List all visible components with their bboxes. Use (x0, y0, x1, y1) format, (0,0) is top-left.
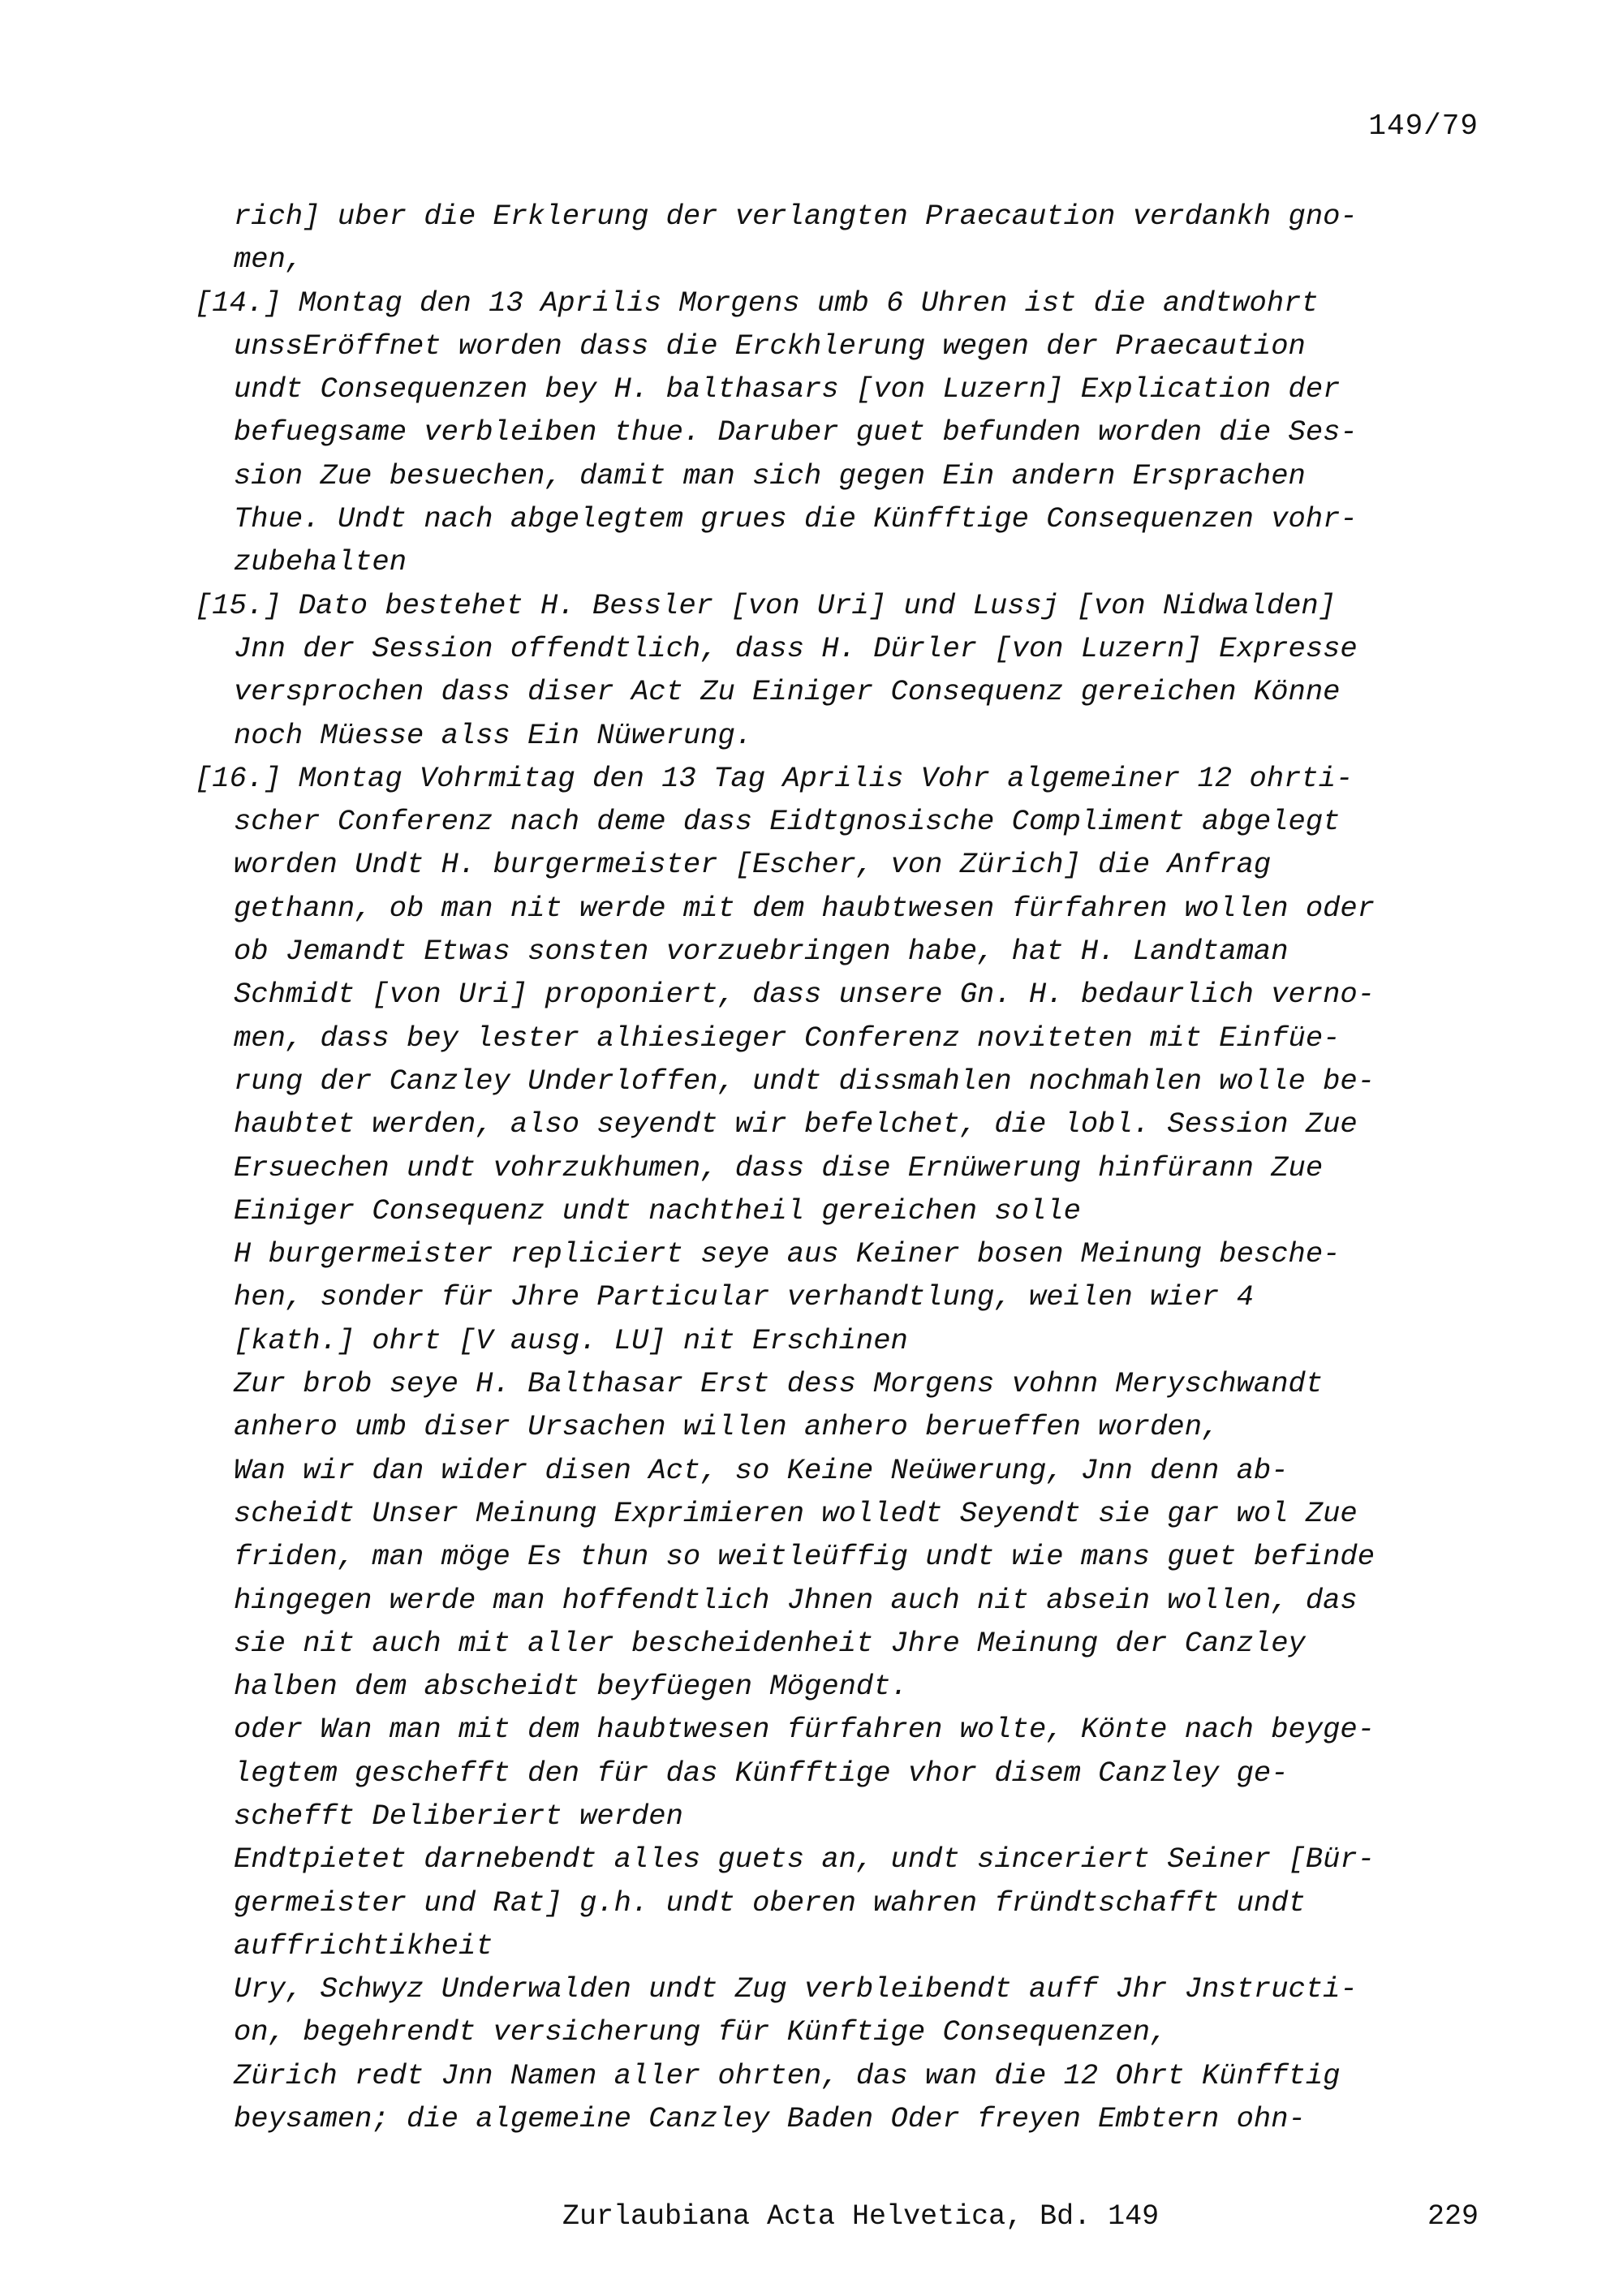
page-number: 149/79 (1368, 110, 1479, 143)
text-line: Einiger Consequenz undt nachtheil gereichen solle (234, 1193, 1081, 1228)
text-line: haubtet werden, also seyendt wir befelchet, die lobl. Session Zue (234, 1107, 1358, 1142)
text-line: zubehalten (234, 545, 407, 579)
text-line: worden Undt H. burgermeister [Escher, von Zürich] die Anfrag (234, 848, 1272, 882)
text-line: men, (234, 243, 304, 277)
text-line: halben dem abscheidt beyfüegen Mögendt. (234, 1670, 908, 1704)
text-line: unssEröffnet worden dass die Erckhlerung wegen der Praecaution (234, 329, 1306, 363)
text-line: legtem geschefft den für das Künfftige vhor disem Canzley ge- (234, 1756, 1289, 1790)
text-line: anhero umb diser Ursachen willen anhero berueffen worden, (234, 1410, 1220, 1444)
footer-page-number: 229 (1427, 2200, 1479, 2233)
text-line: [15.] Dato bestehet H. Bessler [von Uri] und Lussj [von Nidwalden] (195, 588, 1337, 622)
text-line: Jnn der Session offendtlich, dass H. Dürler [von Luzern] Expresse (234, 631, 1358, 665)
text-line: on, begehrendt versicherung für Künftige Consequenzen, (234, 2015, 1168, 2049)
text-line: ob Jemandt Etwas sonsten vorzuebringen habe, hat H. Landtaman (234, 935, 1289, 969)
text-line: noch Müesse alss Ein Nüwerung. (234, 718, 753, 752)
text-line: Ury, Schwyz Underwalden undt Zug verbleibendt auff Jhr Jnstructi- (234, 1972, 1358, 2006)
text-line: Wan wir dan wider disen Act, so Keine Neüwerung, Jnn denn ab- (234, 1453, 1289, 1487)
text-line: friden, man möge Es thun so weitleüffig undt wie mans guet befinde (234, 1540, 1375, 1574)
body-text (195, 195, 1483, 2140)
text-line: men, dass bey lester alhiesieger Conferenz noviteten mit Einfüe- (234, 1021, 1341, 1055)
text-line: germeister und Rat] g.h. undt oberen wahren fründtschafft undt (234, 1885, 1306, 1920)
text-line: sion Zue besuechen, damit man sich gegen Ein andern Ersprachen (234, 458, 1306, 492)
text-line: Schmidt [von Uri] proponiert, dass unsere Gn. H. bedaurlich verno- (234, 978, 1375, 1012)
text-line: gethann, ob man nit werde mit dem haubtwesen fürfahren wollen oder (234, 891, 1375, 925)
text-line: Thue. Undt nach abgelegtem grues die Künfftige Consequenzen vohr- (234, 502, 1358, 536)
text-line: rich] uber die Erklerung der verlangten Praecaution verdankh gno- (234, 200, 1358, 233)
text-line: beysamen; die algemeine Canzley Baden Oder freyen Embtern ohn- (234, 2102, 1306, 2136)
text-line: scher Conferenz nach deme dass Eidtgnosische Compliment abgelegt (234, 805, 1341, 839)
text-line: Endtpietet darnebendt alles guets an, undt sinceriert Seiner [Bür- (234, 1842, 1375, 1877)
text-line: Zur brob seye H. Balthasar Erst dess Morgens vohnn Meryschwandt (234, 1367, 1324, 1401)
text-line: Zürich redt Jnn Namen aller ohrten, das wan die 12 Ohrt Künfftig (234, 2058, 1341, 2092)
text-line: undt Consequenzen bey H. balthasars [von Luzern] Explication der (234, 372, 1341, 406)
text-line: rung der Canzley Underloffen, undt dissmahlen nochmahlen wolle be- (234, 1064, 1375, 1098)
text-line: H burgermeister repliciert seye aus Keiner bosen Meinung besche- (234, 1237, 1341, 1271)
text-line: hingegen werde man hoffendtlich Jhnen auch nit absein wollen, das (234, 1583, 1358, 1617)
text-line: auffrichtikheit (234, 1928, 493, 1963)
text-line: hen, sonder für Jhre Particular verhandtlung, weilen wier 4 (234, 1280, 1254, 1314)
text-line: Ersuechen undt vohrzukhumen, dass dise Ernüwerung hinfürann Zue (234, 1150, 1324, 1185)
text-line: [14.] Montag den 13 Aprilis Morgens umb 6 Uhren ist die andtwohrt (195, 286, 1319, 320)
text-line: befuegsame verbleiben thue. Daruber guet befunden worden die Ses- (234, 415, 1358, 449)
text-line: schefft Deliberiert werden (234, 1799, 683, 1833)
text-line: [kath.] ohrt [V ausg. LU] nit Erschinen (234, 1323, 908, 1357)
text-line: oder Wan man mit dem haubtwesen fürfahren wolte, Könte nach beyge- (234, 1713, 1375, 1747)
text-line: sie nit auch mit aller bescheidenheit Jhre Meinung der Canzley (234, 1626, 1306, 1660)
text-line: versprochen dass diser Act Zu Einiger Consequenz gereichen Könne (234, 675, 1341, 709)
text-line: [16.] Montag Vohrmitag den 13 Tag Aprilis Vohr algemeiner 12 ohrti- (195, 761, 1354, 795)
text-line: scheidt Unser Meinung Exprimieren wolledt Seyendt sie gar wol Zue (234, 1496, 1358, 1530)
footer-title: Zurlaubiana Acta Helvetica, Bd. 149 (562, 2200, 1160, 2233)
